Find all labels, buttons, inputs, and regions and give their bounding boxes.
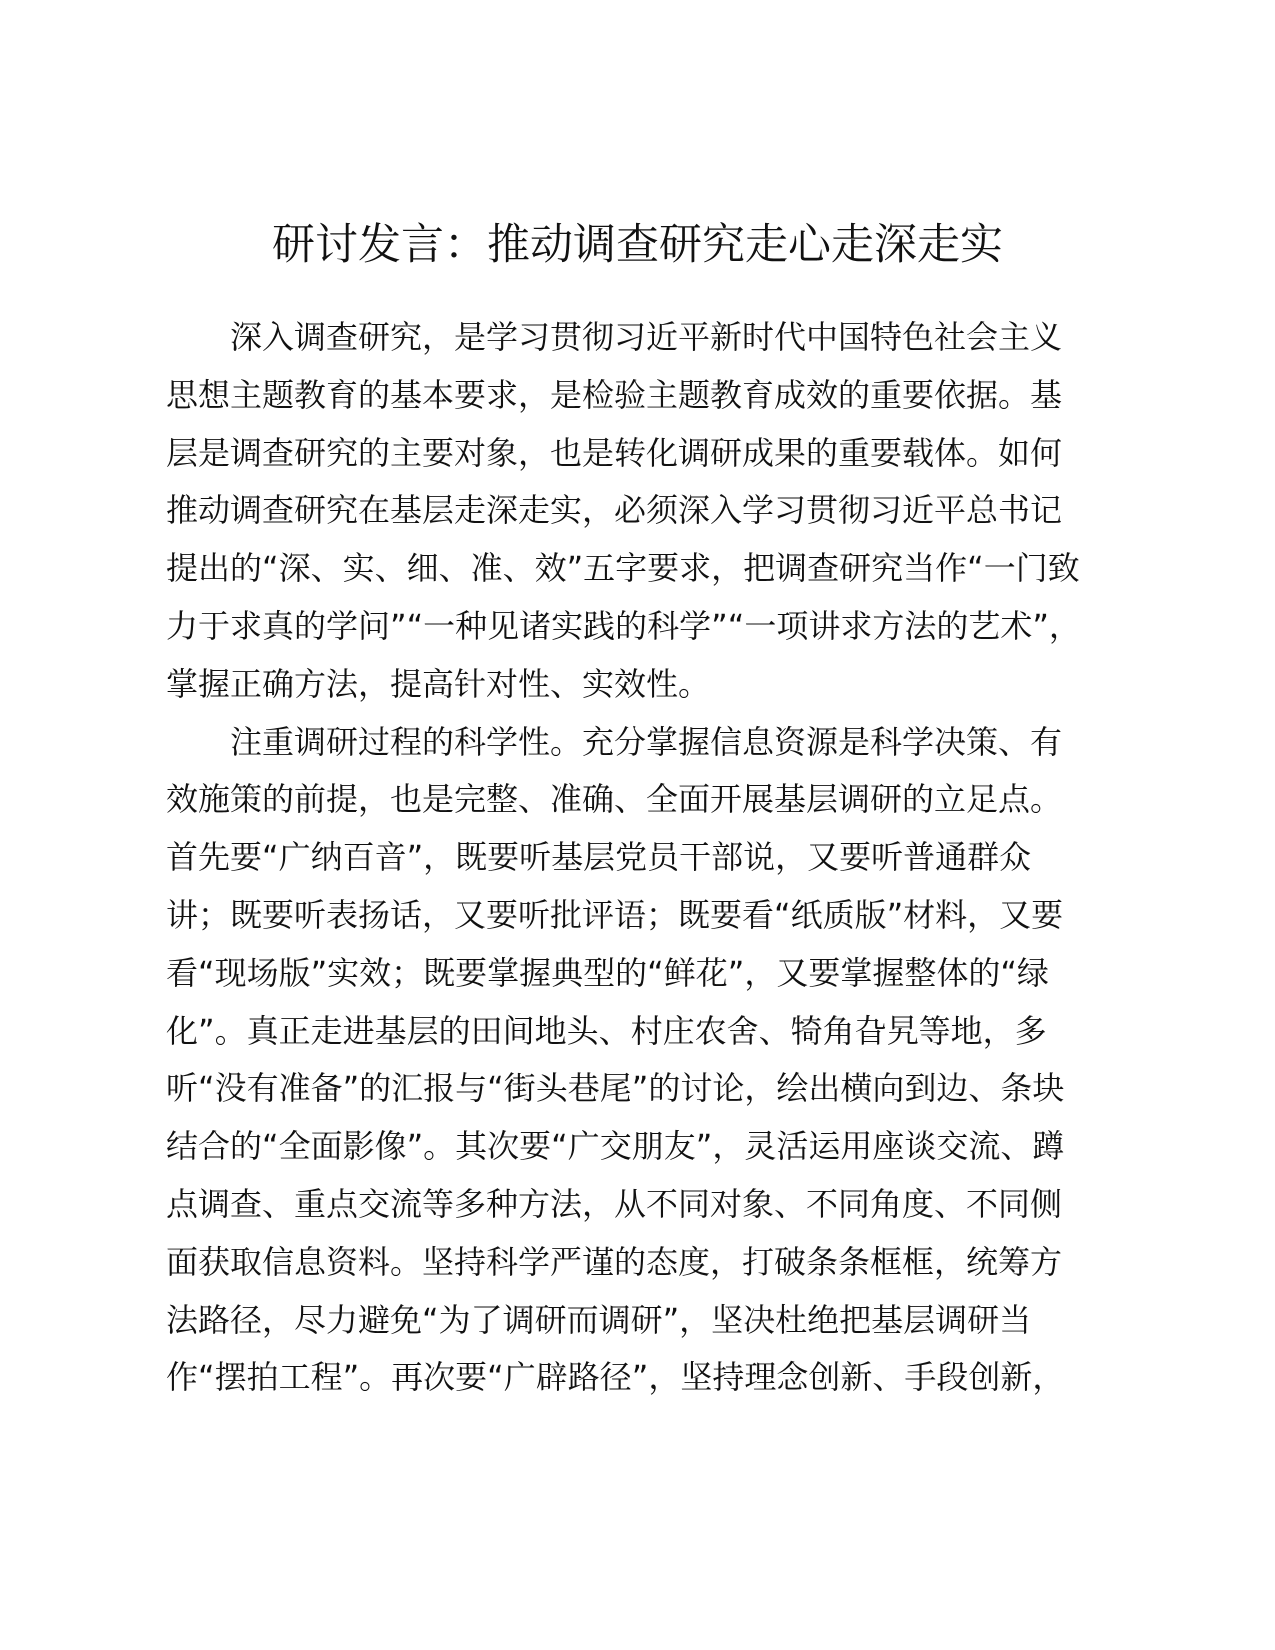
body-line: 提出的“深、实、细、准、效”五字要求，把调查研究当作“一门致 (166, 549, 1080, 588)
page-title: 研讨发言：推动调查研究走心走深走实 (272, 220, 1003, 270)
body-line: 讲；既要听表扬话，又要听批评语；既要看“纸质版”材料，又要 (166, 895, 1064, 934)
body-text (166, 309, 1126, 1407)
body-line: 点调查、重点交流等多种方法，从不同对象、不同角度、不同侧 (166, 1184, 1063, 1223)
body-line: 力于求真的学问”“一种见诸实践的科学”“一项讲求方法的艺术”， (166, 606, 1081, 645)
body-line: 化”。真正走进基层的田间地头、村庄农舍、犄角旮旯等地，多 (166, 1011, 1047, 1050)
body-line: 推动调查研究在基层走深走实，必须深入学习贯彻习近平总书记 (166, 491, 1063, 530)
body-line: 深入调查研究，是学习贯彻习近平新时代中国特色社会主义 (230, 318, 1063, 356)
body-line: 看“现场版”实效；既要掌握典型的“鲜花”，又要掌握整体的“绿 (166, 953, 1049, 992)
body-line: 听“没有准备”的汇报与“街头巷尾”的讨论，绘出横向到边、条块 (166, 1069, 1065, 1108)
body-line: 层是调查研究的主要对象，也是转化调研成果的重要载体。如何 (166, 433, 1063, 472)
body-line: 首先要“广纳百音”，既要听基层党员干部说，又要听普通群众 (166, 838, 1032, 877)
body-line: 注重调研过程的科学性。充分掌握信息资源是科学决策、有 (230, 722, 1063, 761)
body-line: 效施策的前提，也是完整、准确、全面开展基层调研的立足点。 (166, 780, 1063, 819)
body-line: 法路径，尽力避免“为了调研而调研”，坚决杜绝把基层调研当 (166, 1300, 1032, 1339)
body-line: 面获取信息资料。坚持科学严谨的态度，打破条条框框，统筹方 (166, 1242, 1063, 1281)
body-line: 掌握正确方法，提高针对性、实效性。 (166, 664, 711, 703)
body-line: 思想主题教育的基本要求，是检验主题教育成效的重要依据。基 (166, 375, 1063, 414)
body-line: 结合的“全面影像”。其次要“广交朋友”，灵活运用座谈交流、蹲 (166, 1127, 1065, 1166)
body-line: 作“摆拍工程”。再次要“广辟路径”，坚持理念创新、手段创新， (166, 1358, 1065, 1397)
